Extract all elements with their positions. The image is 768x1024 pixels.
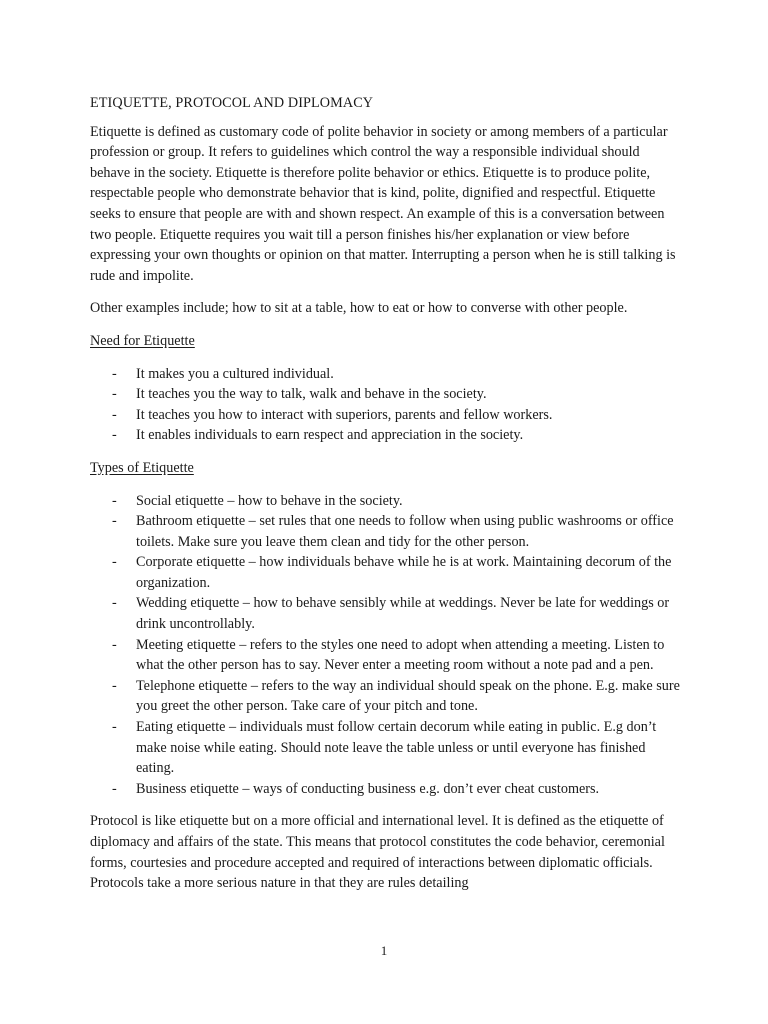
- list-item-text: It teaches you the way to talk, walk and behave in the society.: [136, 386, 487, 403]
- dash-bullet: -: [112, 406, 117, 423]
- list-item-text: Bathroom etiquette – set rules that one needs to follow when using public washrooms or office toilets. Make sure you leave them clean and tidy for the other person.: [136, 513, 674, 550]
- list-item: [90, 425, 680, 446]
- list-item: [90, 511, 680, 552]
- intro-paragraph: Etiquette is defined as customary code of polite behavior in society or among members of a particular profession or group. It refers to guidelines which control the way a responsible individual should behave in the society. Etiquette is therefore polite behavior or ethics. Etiquette is to produce polite, respectable people who demonstrate behavior that is kind, polite, dignified and respectful. Etiquette seeks to ensure that people are with and shown respect. An example of this is a conversation between two people. Etiquette requires you wait till a person finishes his/her explanation or view before expressing your own thoughts or opinion on that matter. Interrupting a person when he is still talking is rude and impolite.: [90, 123, 676, 284]
- list-item: [90, 717, 680, 779]
- dash-bullet: -: [112, 427, 117, 444]
- dash-bullet: -: [112, 780, 117, 797]
- dash-bullet: -: [112, 677, 117, 694]
- list-item-text: Meeting etiquette – refers to the styles one need to adopt when attending a meeting. Listen to what the other person has to say. Never enter a meeting room without a note pad and a pen.: [136, 636, 665, 674]
- list-item-text: It teaches you how to interact with superiors, parents and fellow workers.: [136, 406, 553, 423]
- list-item: [90, 491, 680, 512]
- list-item: [90, 676, 680, 717]
- document-body: [90, 93, 680, 906]
- list-item: [90, 552, 680, 593]
- list-item-text: Business etiquette – ways of conducting business e.g. don’t ever cheat customers.: [136, 780, 600, 797]
- dash-bullet: -: [112, 636, 117, 653]
- dash-bullet: -: [112, 554, 117, 571]
- dash-bullet: -: [112, 719, 117, 736]
- protocol-paragraph: Protocol is like etiquette but on a more official and international level. It is defined as the etiquette of diplomacy and affairs of the state. This means that protocol constitutes the code behavior, ceremonial forms, courtesies and procedure accepted and required of interactions between diplomatic officials. Protocols take a more serious nature in that they are rules detailing: [90, 813, 665, 892]
- dash-bullet: -: [112, 513, 117, 530]
- list-item-text: Corporate etiquette – how individuals behave while he is at work. Maintaining decorum of the organization.: [136, 554, 672, 591]
- types-of-etiquette-list: [90, 491, 680, 800]
- list-item: [90, 779, 680, 800]
- dash-bullet: -: [112, 492, 117, 509]
- need-for-etiquette-list: [90, 364, 680, 446]
- list-item-text: Telephone etiquette – refers to the way an individual should speak on the phone. E.g. make sure you greet the other person. Take care of your pitch and tone.: [136, 677, 680, 715]
- list-item: [90, 364, 680, 385]
- list-item-text: Eating etiquette – individuals must follow certain decorum while eating in public. E.g don’t make noise while eating. Should note leave the table unless or until everyone has finished eating.: [136, 719, 657, 777]
- dash-bullet: -: [112, 365, 117, 382]
- examples-paragraph: Other examples include; how to sit at a table, how to eat or how to converse with other people.: [90, 300, 628, 317]
- need-for-etiquette-heading: Need for Etiquette: [90, 332, 195, 349]
- list-item: [90, 405, 680, 426]
- list-item: [90, 384, 680, 405]
- page-number: 1: [380, 943, 388, 958]
- list-item-text: Wedding etiquette – how to behave sensibly while at weddings. Never be late for weddings or drink uncontrollably.: [136, 595, 670, 633]
- list-item-text: Social etiquette – how to behave in the society.: [136, 492, 403, 509]
- dash-bullet: -: [112, 595, 117, 612]
- document-title: ETIQUETTE, PROTOCOL AND DIPLOMACY: [90, 95, 374, 111]
- dash-bullet: -: [112, 386, 117, 403]
- types-of-etiquette-heading: Types of Etiquette: [90, 459, 194, 476]
- list-item-text: It enables individuals to earn respect and appreciation in the society.: [136, 427, 524, 444]
- list-item: [90, 635, 680, 676]
- list-item-text: It makes you a cultured individual.: [136, 365, 334, 382]
- list-item: [90, 593, 680, 634]
